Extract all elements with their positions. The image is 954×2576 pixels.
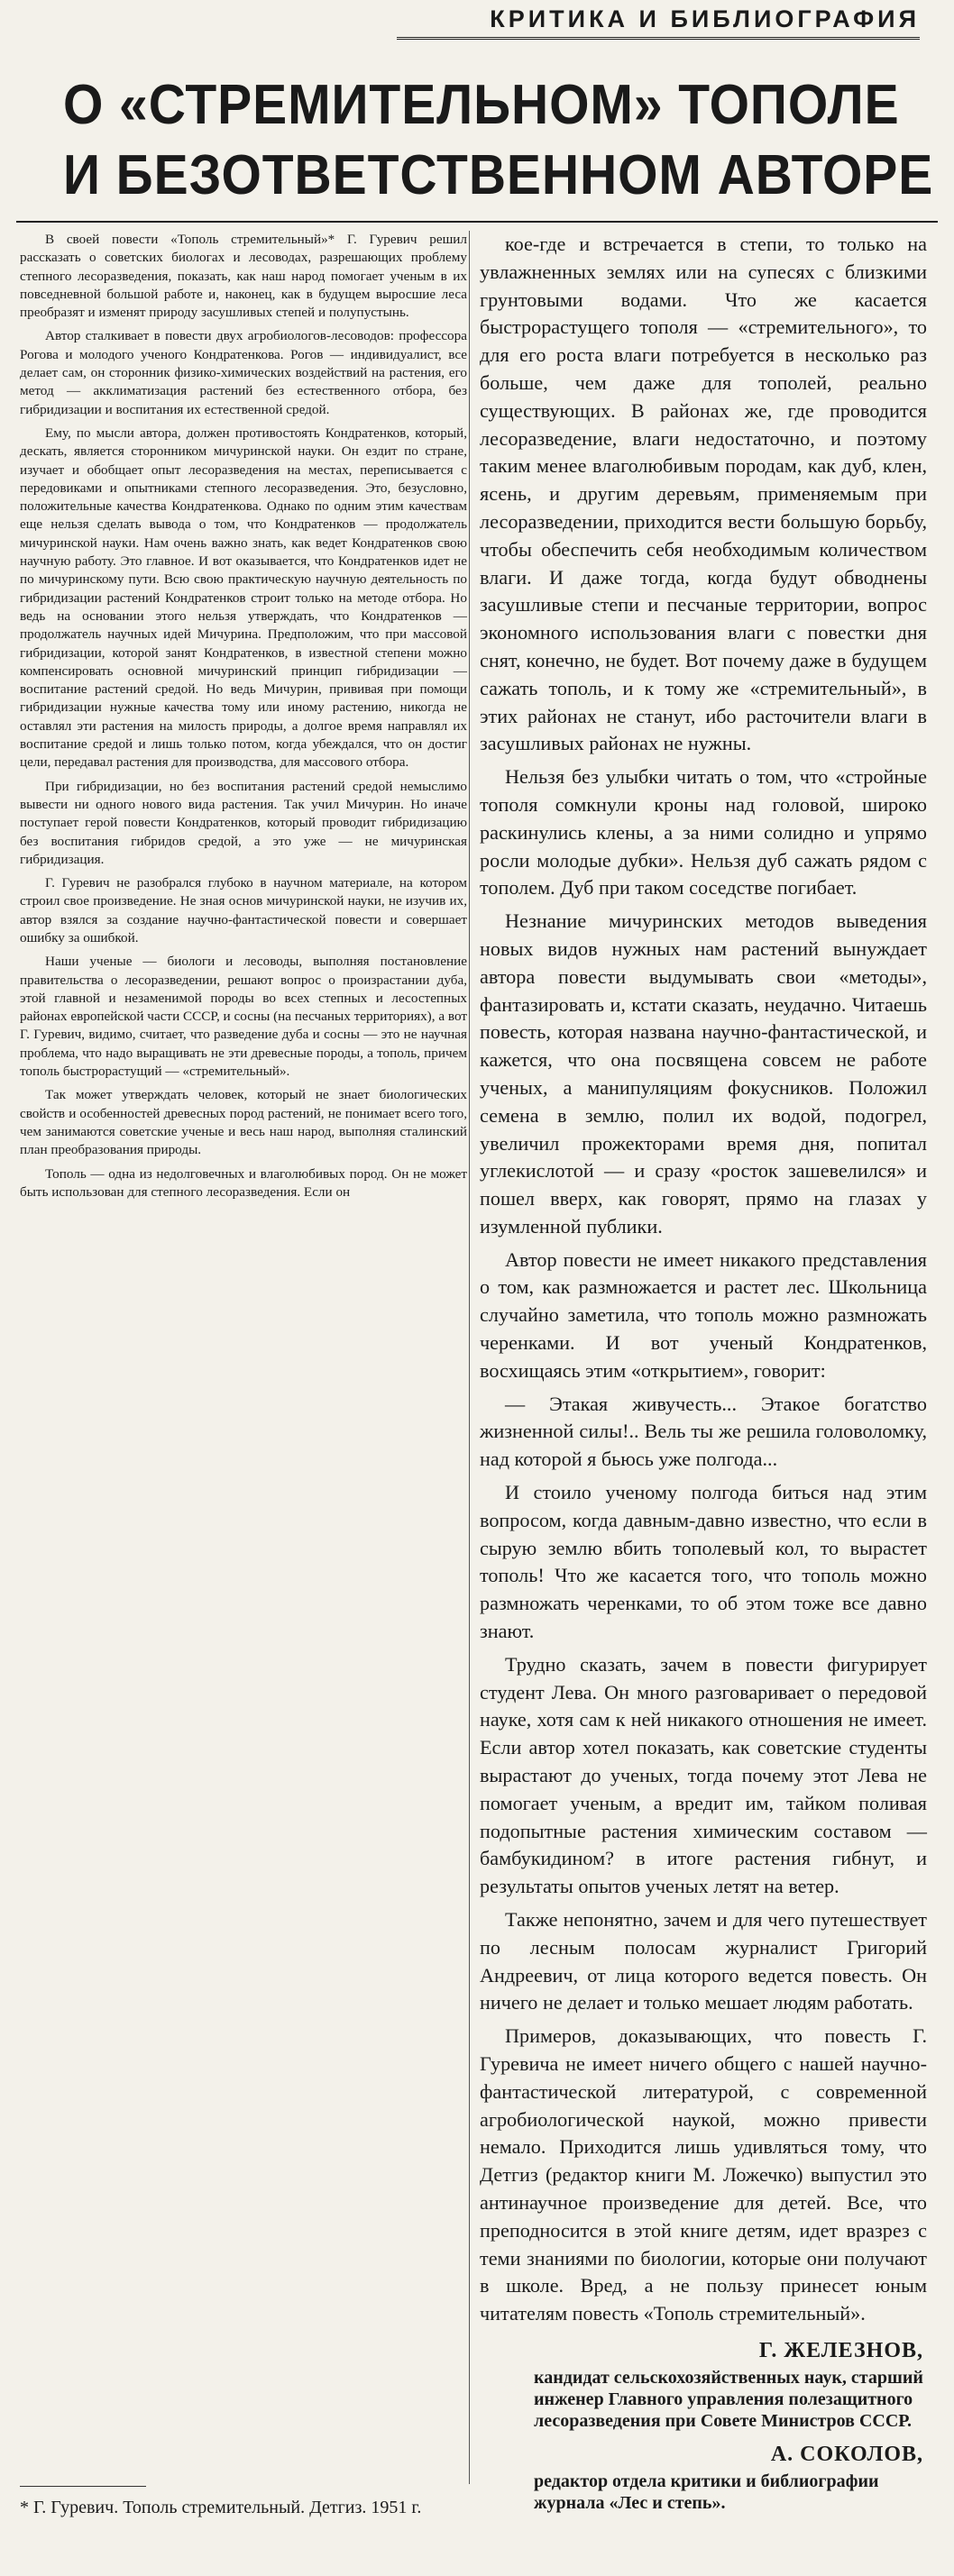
paragraph: Примеров, доказывающих, что повесть Г. Гуревича не имеет ничего общего с нашей научно-фантастической литературой, с современной агробиологической наукой, можно привести немало. Приходится лишь удивляться тому, что Детгиз (редактор книги М. Ложечко) выпустил это антинаучное произведение для детей. Все, что преподносится в этой книге детям, идет вразрез с теми знаниями по биологии, которые они получают в школе. Вред, а не пользу принесет юным читателям повесть «Тополь стремительный». [480,2024,927,2325]
paragraph: Незнание мичуринских методов выведения новых видов нужных нам растений вынуждает автора повести выдумывать свои «методы», фантазировать и, кстати сказать, неудачно. Читаешь повесть, которая названа научно-фантастической, и кажется, что она посвящена совсем не работе ученых, а манипуляциям фокусников. Положил семена в землю, полил их водой, подогрел, увеличил прожекторами время дня, попитал углекислотой — и сразу «росток зашевелился» и пошел вверх, как говорят, прямо на глазах у изумленной публики. [480,909,927,1238]
title-divider [16,221,938,223]
paragraph: И стоило ученому полгода биться над этим вопросом, когда давным-давно известно, что если в сырую землю вбить тополевый кол, то вырастет тополь! Что же касается того, что тополь можно размножать черенками, то об этом тоже все давно знают. [480,1481,927,1643]
paragraph: Автор сталкивает в повести двух агробиологов-лесоводов: профессора Рогова и молодого ученого Кондратенкова. Рогов — индивидуалист, все делает сам, он сторонник физико-химических воздействий на растения, его метод — акклиматизация растений без естественного отбора, без гибридизации и воспитания их естественной средой. [20,328,467,417]
author-name: Г. ЖЕЛЕЗНОВ, [758,2338,923,2362]
paragraph: Тополь — одна из недолговечных и влаголюбивых пород. Он не может быть использован для степного лесоразведения. Если он [20,1165,467,1200]
article-title [63,70,934,211]
right-column [480,231,927,2514]
paragraph: Нельзя без улыбки читать о том, что «стройные тополя сомкнули кроны над головой, широко раскинулись клены, а за ними солидно и упрямо росли молодые дубки». Нельзя дуб сажать рядом с тополем. Дуб при таком соседстве погибает. [480,765,927,900]
title-line-2: И БЕЗОТВЕТСТВЕННОМ АВТОРЕ [63,144,934,206]
paragraph: Так может утверждать человек, который не знает биологических свойств и особенностей древесных пород растений, не понимает всего того, чем занимаются советские ученые и весь наш народ, выполняя сталинский план преобразования природы. [20,1087,467,1158]
author-role: редактор отдела критики и библиографии журнала «Лес и степь». [534,2471,879,2513]
signature-block-2 [480,2441,927,2514]
paragraph: Также непонятно, зачем и для чего путешествует по лесным полосам журналист Григорий Андреевич, от лица которого ведется повесть. Он ничего не делает и только мешает людям работать. [480,1908,927,2014]
paragraph: Автор повести не имеет никакого представления о том, как размножается и растет лес. Школьница случайно заметила, что тополь можно размножать черенками. И вот ученый Кондратенков, восхищаясь этим «открытием», говорит: [480,1247,927,1382]
paragraph: — Этакая живучесть... Этакое богатство жизненной силы!.. Вель ты же решила головоломку, над которой я бьюсь уже полгода... [480,1392,927,1471]
rubric-header: КРИТИКА И БИБЛИОГРАФИЯ [397,5,920,40]
author-name: А. СОКОЛОВ, [770,2442,923,2466]
left-column [20,231,467,2554]
footnote: * Г. Гуревич. Тополь стремительный. Детгиз. 1951 г. [20,2498,422,2517]
paragraph: Г. Гуревич не разобрался глубоко в научном материале, на котором строил свое произведение. Не зная основ мичуринской науки, не изучив их, автор взялся за создание научно-фантастической повести и совершает ошибку за ошибкой. [20,875,467,945]
signature-block-1 [480,2337,927,2432]
footnote-divider [20,2486,146,2487]
paragraph: Ему, по мысли автора, должен противостоять Кондратенков, который, дескать, является сторонником мичуринской науки. Он ездит по стране, изучает и обобщает опыт лесоразведения на местах, переписывается с передовиками и опытниками степного лесоразведения. Это, безусловно, положительные качества Кондратенкова. Однако по одним этим качествам еще нельзя сделать вывода о том, что Кондратенков — продолжатель мичуринской науки. Нам очень важно знать, как ведет Кондратенков свою научную работу. Это главное. И вот оказывается, что Кондратенков идет не по мичуринскому пути. Всю свою практическую научную деятельность по гибридизации растений Кондратенков строит только на методе отбора. Но ведь на основании этого нельзя утверждать, что Кондратенков — продолжатель научных идей Мичурина. Предположим, что при массовой гибридизации, которой занят Кондратенков, в известной степени можно компенсировать основной мичуринский принцип гибридизации — воспитание растений средой. Но ведь Мичурин, прививая при помощи гибридизации нужные качества тому или иному растению, никогда не оставлял эти растения на милость природы, а долгое время направлял их воспитание средой и лишь только потом, когда убеждался, что он достиг цели, передавал растения для производства, для массового отбора. [20,425,467,771]
paragraph: кое-где и встречается в степи, то только на увлажненных землях или на супесях с близкими грунтовыми водами. Что же касается быстрорастущего тополя — «стремительного», то для его роста влаги потребуется в несколько раз больше, чем даже для тополей, реально существующих. В районах же, где проводится лесоразведение, влаги недостаточно, и поэтому таким менее влаголюбивым породам, как дуб, клен, ясень, и другим деревьям, применяемым при лесоразведении, приходится вести большую борьбу, чтобы обеспечить себя необходимым количеством влаги. И даже тогда, когда будут обводнены засушливые степи и песчаные территории, вопрос экономного использования влаги с повестки дня снят, конечно, не будет. Вот почему даже в будущем сажать тополь, и к тому же «стремительный», в этих районах не станут, ибо расточители влаги в засушливых районах не нужны. [480,233,927,755]
paragraph: При гибридизации, но без воспитания растений средой немыслимо вывести ни одного нового вида растения. Так учил Мичурин. Но иначе поступает герой повести Кондратенков, который проводит гибридизацию без воспитания гибридов средой, а это уже — не мичуринская гибридизация. [20,778,467,867]
column-divider [469,231,470,2484]
paragraph: Наши ученые — биологи и лесоводы, выполняя постановление правительства о лесоразведении, решают вопрос о произрастании дуба, этой главной и незаменимой породы во всех степных и лесостепных районах европейской части СССР, и сосны (на песчаных территориях), а вот Г. Гуревич, видимо, считает, что разведение дуба и сосны — это не научная проблема, что надо выращивать не эти древесные породы, а тополь, причем тополь быстрорастущий — «стремительный». [20,954,467,1080]
paragraph: В своей повести «Тополь стремительный»* Г. Гуревич решил рассказать о советских биологах и лесоводах, разрешающих проблему степного лесоразведения, показать, как наш народ помогает ученым в их повседневной большой работе и, наконец, как в будущем выросшие леса преобразят и изменят природу засушливых степей и полупустынь. [20,232,467,321]
title-line-1: О «СТРЕМИТЕЛЬНОМ» ТОПОЛЕ [63,74,900,136]
paragraph: Трудно сказать, зачем в повести фигурирует студент Лева. Он много разговаривает о передовой науке, хотя сам к ней никакого отношения не имеет. Если автор хотел показать, как советские студенты вырастают до ученых, тогда почему этот Лева не помогает ученым, а вредит им, тайком поливая подопытные растения химическим составом — бамбукидином? в итоге растения гибнут, и результаты опытов ученых летят на ветер. [480,1652,927,1898]
author-role: кандидат сельскохозяйственных наук, старший инженер Главного управления полезащитного лесоразведения при Совете Министров СССР. [534,2367,923,2431]
